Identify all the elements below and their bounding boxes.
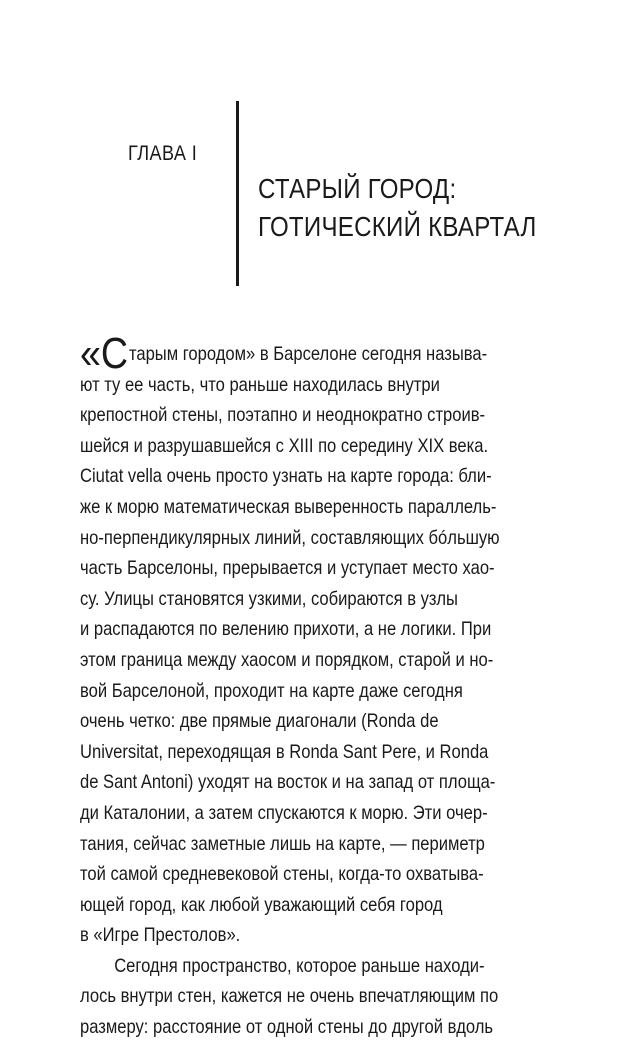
text-line: шейся и разрушавшейся с XIII по середину XIX века.: [80, 434, 489, 457]
chapter-label: ГЛАВА I: [128, 142, 198, 165]
text-line: же к морю математическая выверенность параллель-: [80, 495, 497, 518]
text-line: Universitat, переходящая в Ronda Sant Pere, и Ronda: [80, 740, 489, 763]
text-line: этом граница между хаосом и порядком, старой и но-: [80, 648, 494, 671]
text-line: тания, сейчас заметные лишь на карте, — периметр: [80, 832, 485, 855]
text-line-content: тарым городом» в Барселоне сегодня называ-: [128, 343, 488, 365]
text-line: и распадаются по велению прихоти, а не логики. При: [80, 618, 492, 641]
text-line: вой Барселоной, проходит на карте даже сегодня: [80, 679, 463, 702]
text-line: Ciutat vella очень просто узнать на карте города: бли-: [80, 465, 492, 488]
text-line: de Sant Antoni) уходят на восток и на запад от площа-: [80, 771, 496, 794]
text-line: размеру: расстояние от одной стены до другой вдоль: [80, 1016, 494, 1039]
dropcap-quote: «: [80, 329, 101, 378]
text-line: су. Улицы становятся узкими, собираются в узлы: [80, 587, 458, 610]
text-line: но-перпендикулярных линий, составляющих бóльшую: [80, 526, 500, 549]
text-line: той самой средневековой стены, когда-то охватыва-: [80, 863, 484, 886]
text-line: очень четко: две прямые диагонали (Ronda de: [80, 710, 439, 733]
text-line: ют ту ее часть, что раньше находилась внутри: [80, 373, 440, 396]
text-line: ди Каталонии, а затем спускаются к морю. Эти очер-: [80, 801, 488, 824]
text-line: ющей город, как любой уважающий себя город: [80, 893, 443, 916]
chapter-divider: [236, 101, 239, 286]
text-line: [80, 329, 488, 378]
text-line: Сегодня пространство, которое раньше находи-: [114, 954, 485, 977]
chapter-title: [258, 170, 537, 246]
text-line: в «Игре Престолов».: [80, 924, 241, 947]
text-line: часть Барселоны, прерывается и уступает место хао-: [80, 557, 495, 580]
text-line: крепостной стены, поэтапно и неоднократно строив-: [80, 404, 486, 427]
chapter-title-line-1: СТАРЫЙ ГОРОД:: [258, 173, 457, 204]
text-line: лось внутри стен, кажется не очень впечатляющим по: [80, 985, 499, 1008]
dropcap-letter: С: [100, 329, 129, 378]
body-text: [80, 329, 552, 1043]
chapter-title-line-2: ГОТИЧЕСКИЙ КВАРТАЛ: [258, 211, 537, 242]
